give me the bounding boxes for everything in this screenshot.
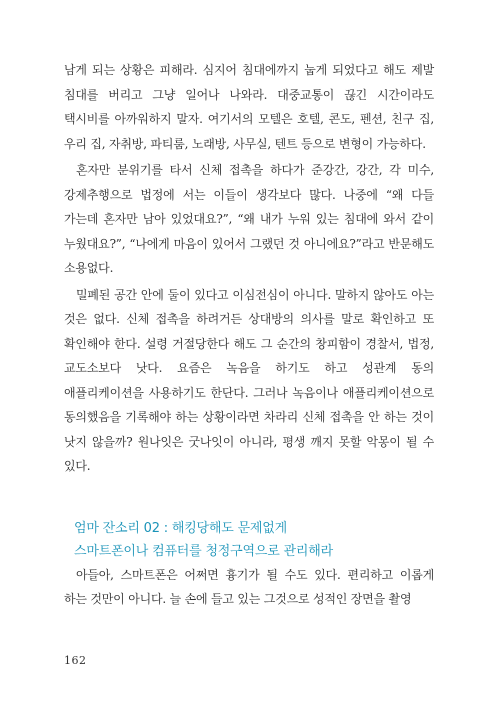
body-paragraph-2: 혼자만 분위기를 타서 신체 접촉을 하다가 준강간, 강간, 각 미수, 강제추행으로 법정에 서는 이들이 생각보다 많다. 나중에 “왜 다들 가는데 혼자만 남아 있었대요?”, “왜 내가 누워 있는 침대에 와서 같이 누웠대요?”, “나에게 마음이 있어서 그랬던 것 아니에요?”라고 반문해도 소용없다. (64, 163, 434, 275)
section-heading-line-2: 스마트폰이나 컴퓨터를 청정구역으로 관리해라 (74, 543, 333, 559)
section-block (64, 517, 434, 612)
page-number: 162 (64, 654, 87, 667)
page-body (64, 58, 434, 612)
section-heading-line-1: 엄마 잔소리 02 : 해킹당해도 문제없게 (74, 520, 287, 536)
body-paragraph-3: 밀폐된 공간 안에 둘이 있다고 이심전심이 아니다. 말하지 않아도 아는 것은 없다. 신체 접촉을 하려거든 상대방의 의사를 말로 확인하고 또 확인해야 한다. 설령 거절당한다 해도 그 순간의 창피함이 경찰서, 법정, 교도소보다 낫다. 요즘은 녹음을 하기도 하고 성관계 동의 애플리케이션을 사용하기도 한단다. 그러나 녹음이나 애플리케이션으로 동의했음을 기록해야 하는 상황이라면 차라리 신체 접촉을 안 하는 것이 낫지 않을까? 원나잇은 굿나잇이 아니라, 평생 깨지 못할 악몽이 될 수 있다. (64, 287, 434, 473)
section-paragraph: 아들아, 스마트폰은 어쩌면 흉기가 될 수도 있다. 편리하고 이롭게 하는 것만이 아니다. 늘 손에 들고 있는 그것으로 성적인 장면을 촬영 (64, 567, 434, 606)
body-paragraph-1: 남게 되는 상황은 피해라. 심지어 침대에까지 눕게 되었다고 해도 제발 침대를 버리고 그냥 일어나 나와라. 대중교통이 끊긴 시간이라도 택시비를 아까워하지 말자. 여기서의 모텔은 호텔, 콘도, 펜션, 친구 집, 우리 집, 자취방, 파티룸, 노래방, 사무실, 텐트 등으로 변형이 가능하다. (64, 63, 434, 151)
